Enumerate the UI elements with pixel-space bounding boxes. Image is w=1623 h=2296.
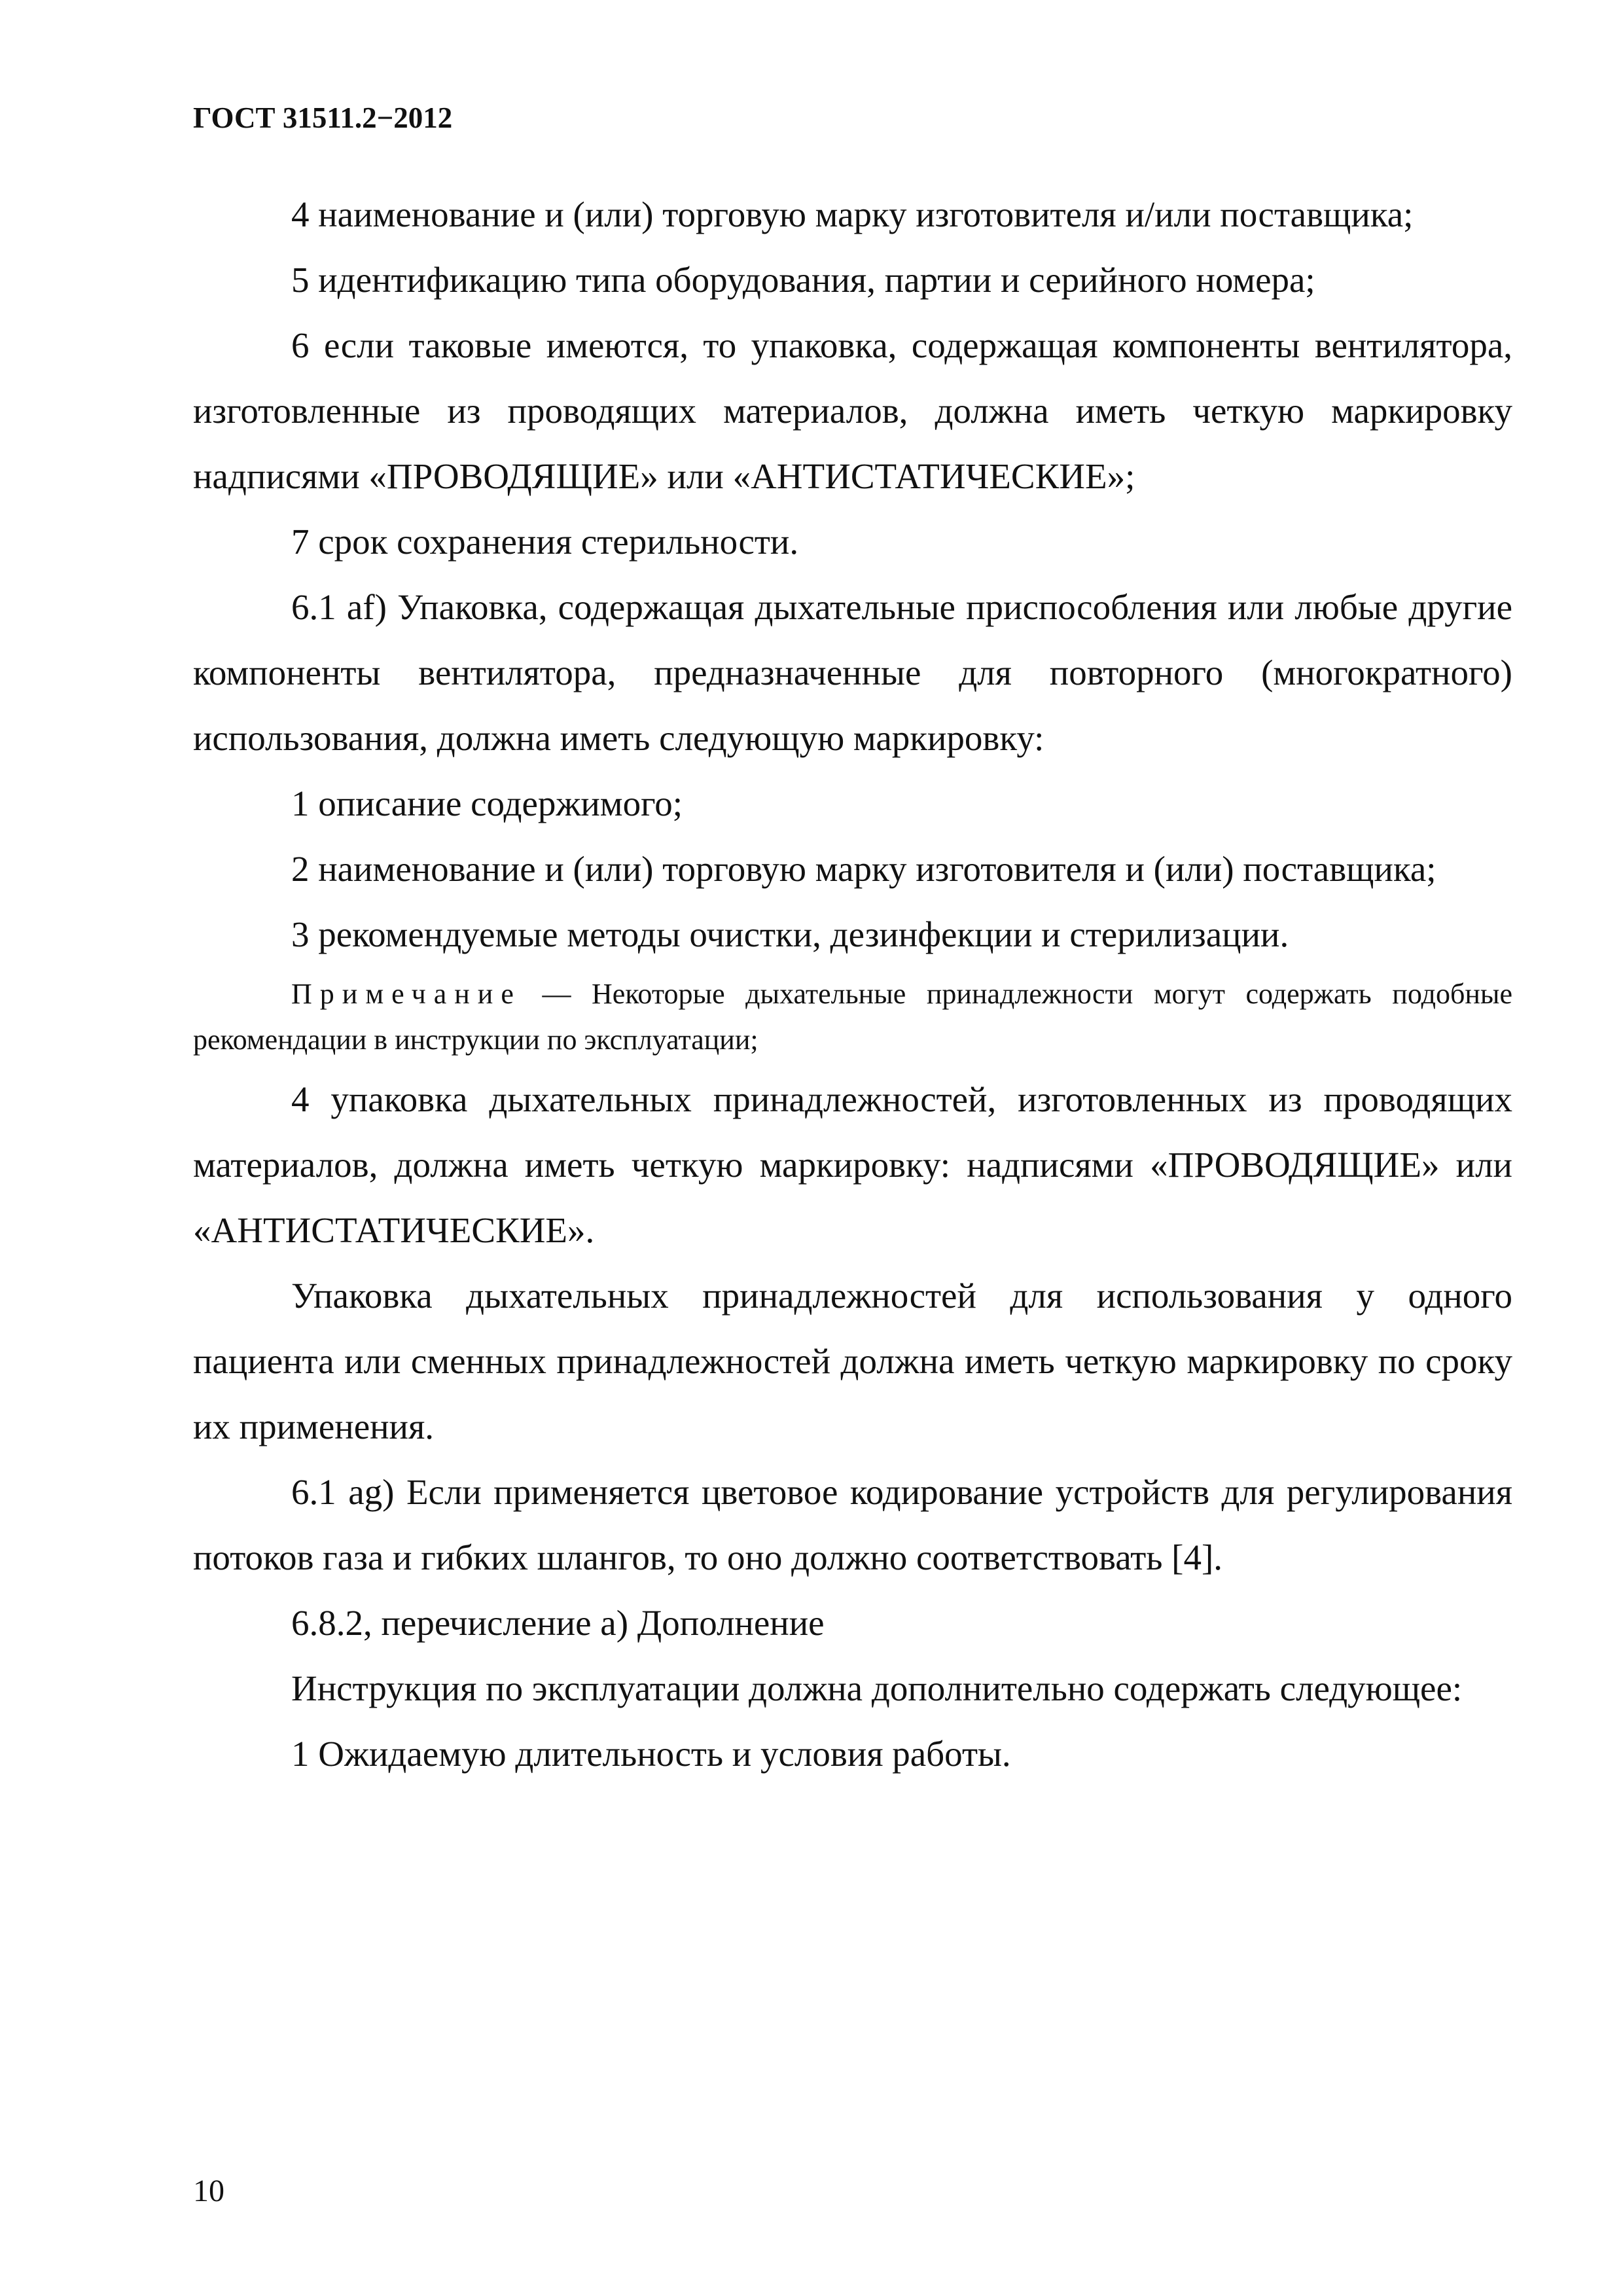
list-item-identification: 5 идентификацию типа оборудования, партии и серийного номера; bbox=[291, 260, 1315, 300]
list-item-conductive-packaging: 6 если таковые имеются, то упаковка, содержащая компоненты вентилятора, изготовленные из проводящих материалов, должна иметь четкую маркировку надписями «ПРОВОДЯЩИЕ» или «АНТИСТАТИЧЕСКИЕ»; bbox=[193, 325, 1512, 496]
list-item-conductive-accessories: 4 упаковка дыхательных принадлежностей, изготовленных из проводящих материалов, должна иметь четкую маркировку: надписями «ПРОВОДЯЩИЕ» или «АНТИСТАТИЧЕСКИЕ». bbox=[193, 1079, 1512, 1250]
clause-6-1-ag: 6.1 ag) Если применяется цветовое кодирование устройств для регулирования потоков газа и гибких шлангов, то оно должно соответствовать [4]. bbox=[193, 1472, 1512, 1577]
list-item-expected-duration: 1 Ожидаемую длительность и условия работы. bbox=[291, 1734, 1011, 1774]
note bbox=[193, 971, 1512, 1063]
clause-6-1-af: 6.1 af) Упаковка, содержащая дыхательные приспособления или любые другие компоненты вентилятора, предназначенные для повторного (многократного) использования, должна иметь следующую маркировку: bbox=[193, 587, 1512, 758]
list-item-supplier: 2 наименование и (или) торговую марку изготовителя и (или) поставщика; bbox=[291, 849, 1436, 889]
clause-6-8-2: 6.8.2, перечисление а) Дополнение bbox=[291, 1603, 825, 1643]
list-item-cleaning-methods: 3 рекомендуемые методы очистки, дезинфекции и стерилизации. bbox=[291, 914, 1289, 954]
note-label: Примечание bbox=[291, 978, 522, 1010]
paragraph-single-use-packaging: Упаковка дыхательных принадлежностей для использования у одного пациента или сменных принадлежностей должна иметь четкую маркировку по сроку их применения. bbox=[193, 1276, 1512, 1446]
page-content bbox=[193, 182, 1512, 1787]
paragraph-instructions: Инструкция по эксплуатации должна дополнительно содержать следующее: bbox=[291, 1668, 1463, 1708]
document-header: ГОСТ 31511.2−2012 bbox=[193, 101, 453, 134]
list-item-sterility: 7 срок сохранения стерильности. bbox=[291, 522, 799, 562]
list-item-contents: 1 описание содержимого; bbox=[291, 783, 683, 823]
page-number: 10 bbox=[193, 2174, 224, 2208]
note-text: — Некоторые дыхательные принадлежности могут содержать подобные рекомендации в инструкции по эксплуатации; bbox=[193, 978, 1512, 1056]
list-item-manufacturer: 4 наименование и (или) торговую марку изготовителя и/или поставщика; bbox=[291, 194, 1414, 234]
